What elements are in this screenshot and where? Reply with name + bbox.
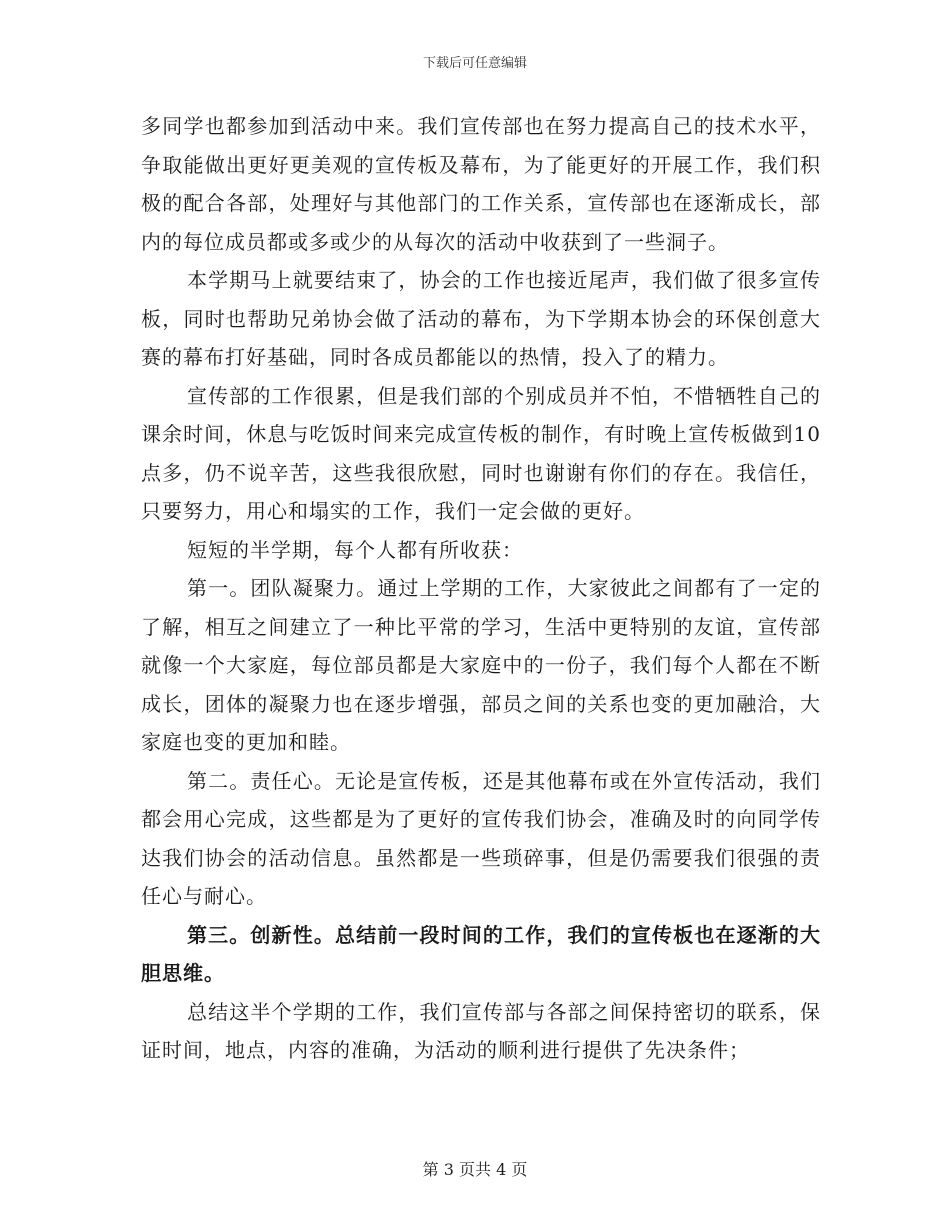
paragraph-semester-end: 本学期马上就要结束了，协会的工作也接近尾声，我们做了很多宣传板，同时也帮助兄弟协会做了活动的幕布，为下学期本协会的环保创意大赛的幕布打好基础，同时各成员都能以的热情，投入了的精力。 bbox=[141, 268, 821, 369]
page-number: 第 3 页共 4 页 bbox=[422, 1160, 528, 1179]
paragraph-hard-work: 宣传部的工作很累，但是我们部的个别成员并不怕，不惜牺牲自己的课余时间，休息与吃饭时间来完成宣传板的制作，有时晚上宣传板做到10点多，仍不说辛苦，这些我很欣慰，同时也谢谢有你们的存在。我信任，只要努力，用心和塌实的工作，我们一定会做的更好。 bbox=[141, 383, 821, 523]
paragraph-point-three: 第三。创新性。总结前一段时间的工作，我们的宣传板也在逐渐的大胆思维。 bbox=[141, 922, 821, 985]
paragraph-summary: 总结这半个学期的工作，我们宣传部与各部之间保持密切的联系，保证时间，地点，内容的准确，为活动的顺利进行提供了先决条件； bbox=[141, 999, 821, 1062]
page-header: 下载后可任意编辑 bbox=[422, 56, 527, 71]
paragraph-point-two: 第二。责任心。无论是宣传板，还是其他幕布或在外宣传活动，我们都会用心完成，这些都是为了更好的宣传我们协会，准确及时的向同学传达我们协会的活动信息。虽然都是一些琐碎事，但是仍需要我们很强的责任心与耐心。 bbox=[141, 768, 821, 908]
paragraph-continuation: 多同学也都参加到活动中来。我们宣传部也在努力提高自己的技术水平，争取能做出更好更美观的宣传板及幕布，为了能更好的开展工作，我们积极的配合各部，处理好与其他部门的工作关系，宣传部也在逐渐成长，部内的每位成员都或多或少的从每次的活动中收获到了一些洞子。 bbox=[141, 114, 821, 254]
paragraph-gains-intro: 短短的半学期，每个人都有所收获： bbox=[187, 537, 523, 562]
document-body bbox=[141, 107, 821, 1070]
paragraph-point-one: 第一。团队凝聚力。通过上学期的工作，大家彼此之间都有了一定的了解，相互之间建立了一种比平常的学习，生活中更特别的友谊，宣传部就像一个大家庭，每位部员都是大家庭中的一份子，我们每个人都在不断成长，团体的凝聚力也在逐步增强，部员之间的关系也变的更加融洽，大家庭也变的更加和睦。 bbox=[141, 576, 821, 754]
